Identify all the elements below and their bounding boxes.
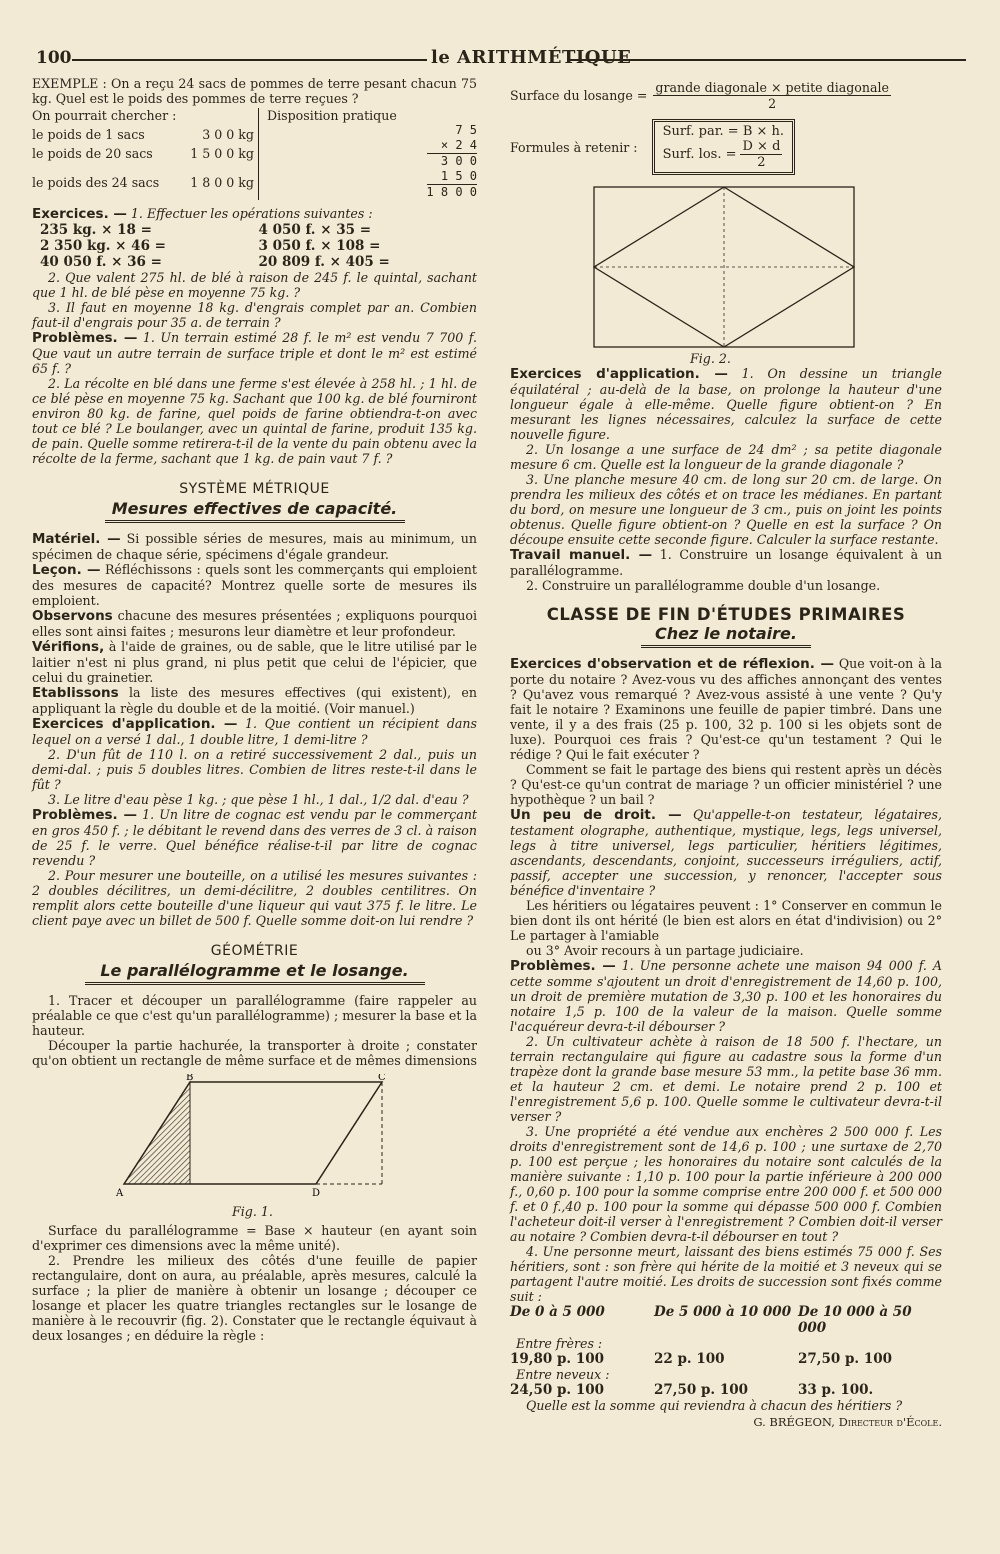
example-intro: EXEMPLE : On a reçu 24 sacs de pommes de terre pesant chacun 75 kg. Quel est le poids des pommes de terre reçues ? — [32, 76, 477, 106]
exapp-lead: Exercices d'application. — — [32, 716, 238, 732]
droit-text: Qu'appelle-t-on testateur, légataires, testament olographe, authentique, mystique, legs, legs universel, legs à titre universel, legs particulier, héritiers légitimes, ascendants, descendants, conjoint, successeurs irréguliers, actif, passif, accepter une succession, y renoncer, l'accepter sous bénéfice d'inventaire ? — [510, 807, 942, 898]
surf-los-fraction — [653, 80, 891, 111]
exercice-2: 2. Que valent 275 hl. de blé à raison de 245 f. le quintal, sachant que 1 hl. de blé pèse en moyenne 75 kg. ? — [32, 270, 477, 300]
exercices-lead: Exercices. — — [32, 206, 127, 222]
example-row: le poids de 20 sacs 1 5 0 0 kg — [32, 146, 254, 161]
lecon-lead: Leçon. — — [32, 562, 101, 578]
formules-block — [510, 119, 942, 175]
travail-manuel-2: 2. Construire un parallélogramme double d'un losange. — [526, 578, 881, 593]
running-title: le ARITHMÉTIQUE — [431, 47, 632, 68]
problemes-2-1: 1. Un litre de cognac est vendu par le commerçant en gros 450 f. ; le débitant le revend dans des verres de 3 cl. à raison de 25 f. le verre. Quel bénéfice réalise-t-il par litre de cognac revendu ? — [32, 807, 477, 868]
succession-table — [510, 1304, 942, 1336]
problemes-2-lead: Problèmes. — — [32, 807, 137, 823]
calc-line: 3 0 0 — [440, 154, 477, 168]
probleme-3: 3. Une propriété a été vendue aux enchères 2 500 000 f. Les droits d'enregistrement sont de 14,6 p. 100 ; une surtaxe de 2,70 p. 100 est perçue ; les honoraires du notaire sont calculés de la manière suivante : 1,10 p. 100 pour la partie inférieure à 200 000 f., 0,60 p. 100 pour la somme comprise entre 200 000 f. et 500 000 f. et 0 f.,40 p. 100 pour la somme qui dépasse 500 000 f. Combien l'acheteur doit-il verser à l'enregistrement ? Combien doit-il verser au notaire ? Combien devra-t-il débourser en tout ? — [510, 1124, 942, 1244]
formula-los: Surf. los. = $\frac{D \times d}{2}$ — [662, 139, 781, 170]
operation: 2 350 kg. × 46 = — [40, 238, 166, 254]
operation: 235 kg. × 18 = — [40, 222, 152, 238]
fig1-label: B — [186, 1074, 194, 1083]
example-row: le poids des 24 sacs 1 8 0 0 kg — [32, 175, 254, 190]
neveux-rates — [510, 1382, 942, 1398]
verifions-text: à l'aide de graines, ou de sable, que le litre utilisé par le laitier n'est ni plus grand, ni plus petit que celui de l'épicier, que celui du grainetier. — [32, 639, 477, 685]
calc-line: × 2 4 — [440, 138, 477, 152]
fig1-label: A — [116, 1188, 124, 1199]
rate: 33 p. 100. — [798, 1382, 874, 1398]
exapp-3: 3. Le litre d'eau pèse 1 kg. ; que pèse 1 hl., 1 dal., 1/2 dal. d'eau ? — [48, 792, 469, 807]
losange-formula — [510, 80, 942, 111]
rate: 24,50 p. 100 — [510, 1382, 604, 1398]
exapp-1: 1. Que contient un récipient dans lequel on a versé 1 dal., 1 double litre, 1 demi-litre ? — [32, 716, 477, 747]
etablissons-lead: Etablissons — [32, 685, 119, 701]
probleme-2: 2. Un cultivateur achète à raison de 18 500 f. l'hectare, un terrain rectangulaire qui figure au cadastre sous la forme d'un trapèze dont la grande base mesure 53 mm., la petite base 36 mm. et la hauteur 2 cm. et demi. Le notaire prend 2 p. 100 et l'enregistrement 5,6 p. 100. Quelle somme le cultivateur devra-t-il verser ? — [510, 1034, 942, 1124]
droit-lead: Un peu de droit. — — [510, 807, 682, 823]
freres-rates — [510, 1351, 942, 1367]
observons-lead: Observons — [32, 608, 113, 624]
geo-2: 2. Prendre les milieux des côtés d'une feuille de papier rectangulaire, dont on aura, au préalable, après mesures, calculé la surface ; la plier de manière à obtenir un losange ; découper ce losange et placer les quatre triangles rectangles sur le losange de manière à le recouvrir (fig. 2). Constater que le rectangle équivaut à deux losanges ; en déduire la règle : — [32, 1253, 477, 1343]
operations-grid — [32, 222, 477, 270]
signature: G. BRÉGEON, Directeur d'École. — [753, 1415, 942, 1429]
exapp-3: 3. Une planche mesure 40 cm. de long sur 20 cm. de large. On prendra les milieux des côtés et on trace les médianes. En partant du bord, on mesure une longueur de 3 cm., puis on joint les points obtenus. Quelle figure obtient-on ? Quelle en est la surface ? On découpe ensuite cette seconde figure. Calculer la surface restante. — [510, 472, 942, 547]
section-subheading: Mesures effectives de capacité. — [105, 501, 405, 523]
exapp-2: 2. D'un fût de 110 l. on a retiré successivement 2 dal., puis un demi-dal. ; puis 5 doubles litres. Combien de litres reste-t-il dans le fût ? — [32, 747, 477, 792]
left-column — [32, 76, 477, 1343]
tranche: De 0 à 5 000 — [510, 1304, 605, 1320]
example-disposition — [259, 108, 477, 200]
travail-manuel-lead: Travail manuel. — — [510, 547, 653, 563]
section-subheading: Le parallélogramme et le losange. — [85, 963, 425, 985]
section-heading: CLASSE DE FIN D'ÉTUDES PRIMAIRES — [546, 605, 906, 624]
freres-label: Entre frères : — [516, 1336, 603, 1351]
observation-text: Que voit-on à la porte du notaire ? Avez-vous vu des affiches annonçant des ventes ? Qu'avez vous remarqué ? Avez-vous assisté à une vente ? Qu'y fait le notaire ? Examinons une feuille de papier timbré. Dans une vente, il y a des frais (25 p. 100, 32 p. 100 si les objets sont de luxe). Pourquoi ces frais ? Qu'est-ce qu'un testament ? Qui le rédige ? Qui le fait exécuter ? — [510, 656, 942, 762]
example-table — [32, 108, 477, 200]
droit-text-2: Les héritiers ou légataires peuvent : 1° Conserver en commun le bien dont ils ont hérité (le bien est alors en état d'indivision) ou 2° Le partager à l'amiable — [510, 898, 942, 943]
operation: 20 809 f. × 405 = — [258, 254, 390, 270]
probleme-2: 2. La récolte en blé dans une ferme s'est élevée à 258 hl. ; 1 hl. de ce blé pèse en moyenne 75 kg. Sachant que 100 kg. de blé fourniront environ 80 kg. de farine, quel poids de farine obtiendra-t-on avec tout ce blé ? Le boulanger, avec un quintal de farine, produit 135 kg. de pain. Quelle somme retirera-t-il de la vente du pain obtenu avec la récolte de la ferme, sachant que 1 kg. de pain vaut 7 f. ? — [32, 376, 477, 466]
verifions-lead: Vérifions, — [32, 639, 105, 655]
page-header — [36, 48, 966, 70]
fraction-numerator: grande diagonale × petite diagonale — [655, 80, 889, 95]
exercices-1: 1. Effectuer les opérations suivantes : — [130, 206, 373, 221]
formules-label: Formules à retenir : — [510, 139, 638, 155]
observons-text: chacune des mesures présentées ; expliquons pourquoi elles sont ainsi faites ; mesurons leur diamètre et leur profondeur. — [32, 608, 477, 639]
fig1-label: C — [378, 1074, 386, 1083]
rate: 27,50 p. 100 — [654, 1382, 748, 1398]
operation: 3 050 f. × 108 = — [258, 238, 381, 254]
problemes-lead: Problèmes. — — [32, 330, 138, 346]
header-rule-right — [569, 59, 966, 61]
figure-2 — [590, 183, 942, 366]
final-question: Quelle est la somme qui reviendra à chacun des héritiers ? — [526, 1398, 903, 1413]
fig1-caption: Fig. 1. — [232, 1204, 273, 1219]
exapp-2: 2. Un losange a une surface de 24 dm² ; sa petite diagonale mesure 6 cm. Quelle est la longueur de la grande diagonale ? — [510, 442, 942, 472]
observation-lead: Exercices d'observation et de réflexion. — — [510, 656, 834, 672]
operation: 40 050 f. × 36 = — [40, 254, 162, 270]
rule-parallelogram: Surface du parallélogramme = Base × hauteur (en ayant soin d'exprimer ces dimensions avec la même unité). — [32, 1223, 477, 1253]
problemes-2-2: 2. Pour mesurer une bouteille, on a utilisé les mesures suivantes : 2 doubles décilitres, un demi-décilitre, 2 doubles centilitres. On remplit alors cette bouteille d'une liqueur qui vaut 375 f. le litre. Le client paye avec un billet de 500 f. Quelle somme doit-on lui rendre ? — [32, 868, 477, 928]
probleme-1: 1. Un terrain estimé 28 f. le m² est vendu 7 700 f. Que vaut un autre terrain de surface triple et dont le m² est estimé 65 f. ? — [32, 330, 477, 376]
exapp-1: 1. On dessine un triangle équilatéral ; au-delà de la base, on prolonge la hauteur d'une longueur égale à elle-même. Quelle figure obtient-on ? En mesurant les lignes nécessaires, calculez la surface de cette nouvelle figure. — [510, 366, 942, 442]
section-heading: GÉOMÉTRIE — [210, 943, 299, 959]
formula-par: Surf. par. = B × h. — [662, 124, 785, 139]
neveux-label: Entre neveux : — [516, 1367, 610, 1382]
observation-text-2: Comment se fait le partage des biens qui restent après un décès ? Qu'est-ce qu'un contrat de mariage ? un officier ministériel ? une hypothèque ? un bail ? — [510, 762, 942, 807]
probleme-1: 1. Une personne achete une maison 94 000 f. A cette somme s'ajoutent un droit d'enregistrement de 14,60 p. 100, un droit de première mutation de 3,30 p. 100 et les honoraires du notaire 1,5 p. 100 de la valeur de la maison. Quelle somme l'acquéreur devra-t-il débourser ? — [510, 958, 942, 1034]
formules-box — [652, 119, 795, 175]
rate: 27,50 p. 100 — [798, 1351, 892, 1367]
probleme-4: 4. Une personne meurt, laissant des biens estimés 75 000 f. Ses héritiers, sont : son frère qui hérite de la moitié et 3 neveux qui se partagent l'autre moitié. Les droits de succession sont fixés comme suit : — [510, 1244, 942, 1304]
materiel-lead: Matériel. — — [32, 531, 121, 547]
geo-1b: Découper la partie hachurée, la transporter à droite ; constater qu'on obtient un rectangle de même surface et de mêmes dimensions — [32, 1038, 477, 1068]
parallelogram-diagram — [102, 1074, 402, 1204]
tranche: De 5 000 à 10 000 — [654, 1304, 792, 1320]
materiel-text: Si possible séries de mesures, mais au minimum, un spécimen de chaque série, spécimens d'égale grandeur. — [32, 531, 477, 562]
example-row: le poids de 1 sacs 3 0 0 kg — [32, 127, 254, 142]
losange-diagram — [590, 183, 860, 351]
travail-manuel-1: 1. Construire un losange équivalent à un parallélogramme. — [510, 547, 942, 578]
example-method — [32, 108, 259, 200]
fig2-caption: Fig. 2. — [690, 351, 731, 366]
fraction-denominator: 2 — [768, 96, 777, 111]
section-heading: SYSTÈME MÉTRIQUE — [179, 481, 330, 497]
geo-1: 1. Tracer et découper un parallélogramme (faire rappeler au préalable ce que c'est qu'un parallélogramme) ; mesurer la base et la hauteur. — [32, 993, 477, 1038]
droit-text-3: ou 3° Avoir recours à un partage judiciaire. — [526, 943, 804, 958]
disposition-label: Disposition pratique — [267, 108, 397, 123]
calc-line: 1 8 0 0 — [426, 185, 477, 199]
section-subheading: Chez le notaire. — [641, 626, 811, 648]
surf-los-label: Surface du losange = — [510, 88, 648, 103]
problemes-lead: Problèmes. — — [510, 958, 616, 974]
rate: 22 p. 100 — [654, 1351, 725, 1367]
page-number: 100 — [36, 48, 72, 68]
example-on-pourrait: On pourrait chercher : — [32, 108, 177, 123]
lecon-text: Réfléchissons : quels sont les commerçants qui emploient des mesures de capacité? Montrez quelle sorte de mesures ils emploient. — [32, 562, 477, 608]
etablissons-text: la liste des mesures effectives (qui existent), en appliquant la règle du double et de la moitié. (Voir manuel.) — [32, 685, 477, 716]
right-column — [510, 76, 942, 1430]
fig1-label: D — [312, 1188, 321, 1199]
calc-line: 7 5 — [455, 123, 477, 137]
exercice-3: 3. Il faut en moyenne 18 kg. d'engrais complet par an. Combien faut-il d'engrais pour 35 a. de terrain ? — [32, 300, 477, 330]
header-rule-left — [72, 59, 427, 61]
calc-line: 1 5 0 — [440, 169, 477, 183]
tranche: De 10 000 à 50 000 — [798, 1304, 912, 1336]
rate: 19,80 p. 100 — [510, 1351, 604, 1367]
exapp-lead: Exercices d'application. — — [510, 366, 728, 382]
operation: 4 050 f. × 35 = — [258, 222, 372, 238]
figure-1 — [102, 1074, 477, 1219]
